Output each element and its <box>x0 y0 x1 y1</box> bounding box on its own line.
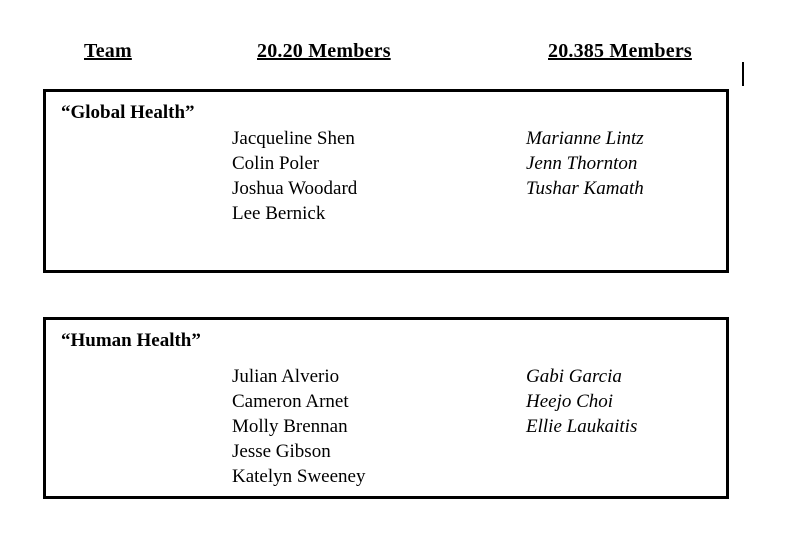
list-item: Molly Brennan <box>232 416 348 437</box>
list-item: Lee Bernick <box>232 203 326 224</box>
team-members-20385-list <box>526 126 644 201</box>
list-item: Joshua Woodard <box>232 178 358 199</box>
list-item: Jenn Thornton <box>526 153 638 174</box>
list-item: Gabi Garcia <box>526 366 622 387</box>
list-item: Jacqueline Shen <box>232 128 355 149</box>
table-header-row <box>0 40 800 70</box>
team-members-2020-list <box>232 126 357 226</box>
text-cursor-mark <box>742 62 744 86</box>
team-name-label: “Global Health” <box>61 102 195 123</box>
list-item: Jesse Gibson <box>232 441 331 462</box>
list-item: Katelyn Sweeney <box>232 466 366 487</box>
team-box-global-health <box>43 89 729 273</box>
team-members-2020-list <box>232 364 365 489</box>
team-members-20385-list <box>526 364 637 439</box>
list-item: Cameron Arnet <box>232 391 349 412</box>
list-item: Tushar Kamath <box>526 178 644 199</box>
list-item: Colin Poler <box>232 153 320 174</box>
column-header-2020-members: 20.20 Members <box>257 40 391 62</box>
list-item: Heejo Choi <box>526 391 614 412</box>
team-box-human-health <box>43 317 729 499</box>
team-name-label: “Human Health” <box>61 330 201 351</box>
column-header-20385-members: 20.385 Members <box>548 40 692 62</box>
list-item: Ellie Laukaitis <box>526 416 638 437</box>
list-item: Julian Alverio <box>232 366 340 387</box>
column-header-team: Team <box>84 40 132 62</box>
list-item: Marianne Lintz <box>526 128 644 149</box>
